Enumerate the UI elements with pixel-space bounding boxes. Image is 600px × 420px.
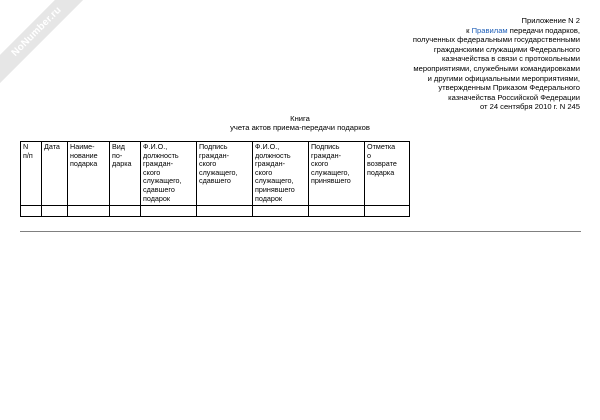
column-header-line: Подпись [199,142,228,151]
appendix-line: от 24 сентября 2010 г. N 245 [479,102,580,112]
column-header-line: Дата [44,142,60,151]
table-cell [68,206,110,217]
book-title: Книга [290,114,310,123]
acts-table [20,141,410,217]
column-header-line: должность [255,150,291,160]
column-header-line: о [367,150,371,160]
column-header-line: ского [143,167,161,177]
column-header-line: по- [112,150,123,160]
appendix-block [320,16,580,112]
appendix-line1-rest: передачи подарков, [507,25,580,35]
table-header-row [21,142,410,206]
column-header-line: граждан- [255,159,285,169]
column-header-line: возврате [367,159,397,169]
column-header [68,142,110,206]
appendix-prefix: к [466,25,472,35]
column-header-line: Отметка [367,142,396,151]
column-header-line: ского [199,159,217,169]
column-header-line: Ф.И.О., [255,142,280,151]
column-header [309,142,365,206]
book-heading [0,114,600,133]
column-header-line: служащего, [311,167,350,177]
appendix-line: и другими официальными мероприятиями, [427,73,580,83]
column-header [197,142,253,206]
bottom-divider [20,231,581,232]
column-header-line: Вид [112,142,126,151]
rules-link[interactable]: Правилам [471,25,508,35]
column-header-line: N [23,142,29,151]
appendix-lines [320,35,580,112]
table-cell [42,206,68,217]
column-header-line: п/п [23,150,33,160]
column-header-line: ского [311,159,329,169]
column-header-line: граждан- [311,150,341,160]
column-header-line: нование [70,150,98,160]
book-subtitle: учета актов приема-передачи подарков [230,123,370,133]
column-header-line: граждан- [143,159,173,169]
table-cell [365,206,410,217]
appendix-line: казначейства Российской Федерации [448,92,580,102]
column-header-line: Наиме- [70,142,95,151]
appendix-title: Приложение N 2 [521,16,580,25]
column-header-line: служащего, [199,167,238,177]
column-header-line: дарка [112,159,132,169]
column-header [141,142,197,206]
column-header-line: служащего, [143,176,182,186]
column-header [21,142,42,206]
appendix-line: утвержденным Приказом Федерального [438,83,580,93]
column-header-line: Ф.И.О., [143,142,168,151]
column-header-line: подарок [255,193,283,203]
table-cell [110,206,141,217]
column-header-line: сдавшего [199,176,231,186]
appendix-line: полученных федеральными государственными [412,35,580,45]
appendix-rules-line [320,26,580,36]
appendix-line: казначейства в связи с протокольными [441,54,580,64]
column-header [110,142,141,206]
appendix-line: мероприятиями, служебными командировками [413,63,580,73]
column-header-line: граждан- [199,150,229,160]
column-header [42,142,68,206]
watermark-ribbon: NoNumber.ru [0,0,97,92]
column-header-line: служащего, [255,176,294,186]
table-cell [141,206,197,217]
appendix-line: гражданскими служащими Федерального [433,44,580,54]
column-header-line: сдавшего [143,184,175,194]
column-header [365,142,410,206]
table-cell [197,206,253,217]
table-row [21,206,410,217]
column-header [253,142,309,206]
column-header-line: подарок [143,193,171,203]
column-header-line: Подпись [311,142,340,151]
column-header-line: подарка [70,159,98,169]
table-cell [21,206,42,217]
table-cell [253,206,309,217]
table-cell [309,206,365,217]
column-header-line: подарка [367,167,395,177]
column-header-line: ского [255,167,273,177]
column-header-line: принявшего [311,176,351,186]
column-header-line: должность [143,150,179,160]
column-header-line: принявшего [255,184,295,194]
